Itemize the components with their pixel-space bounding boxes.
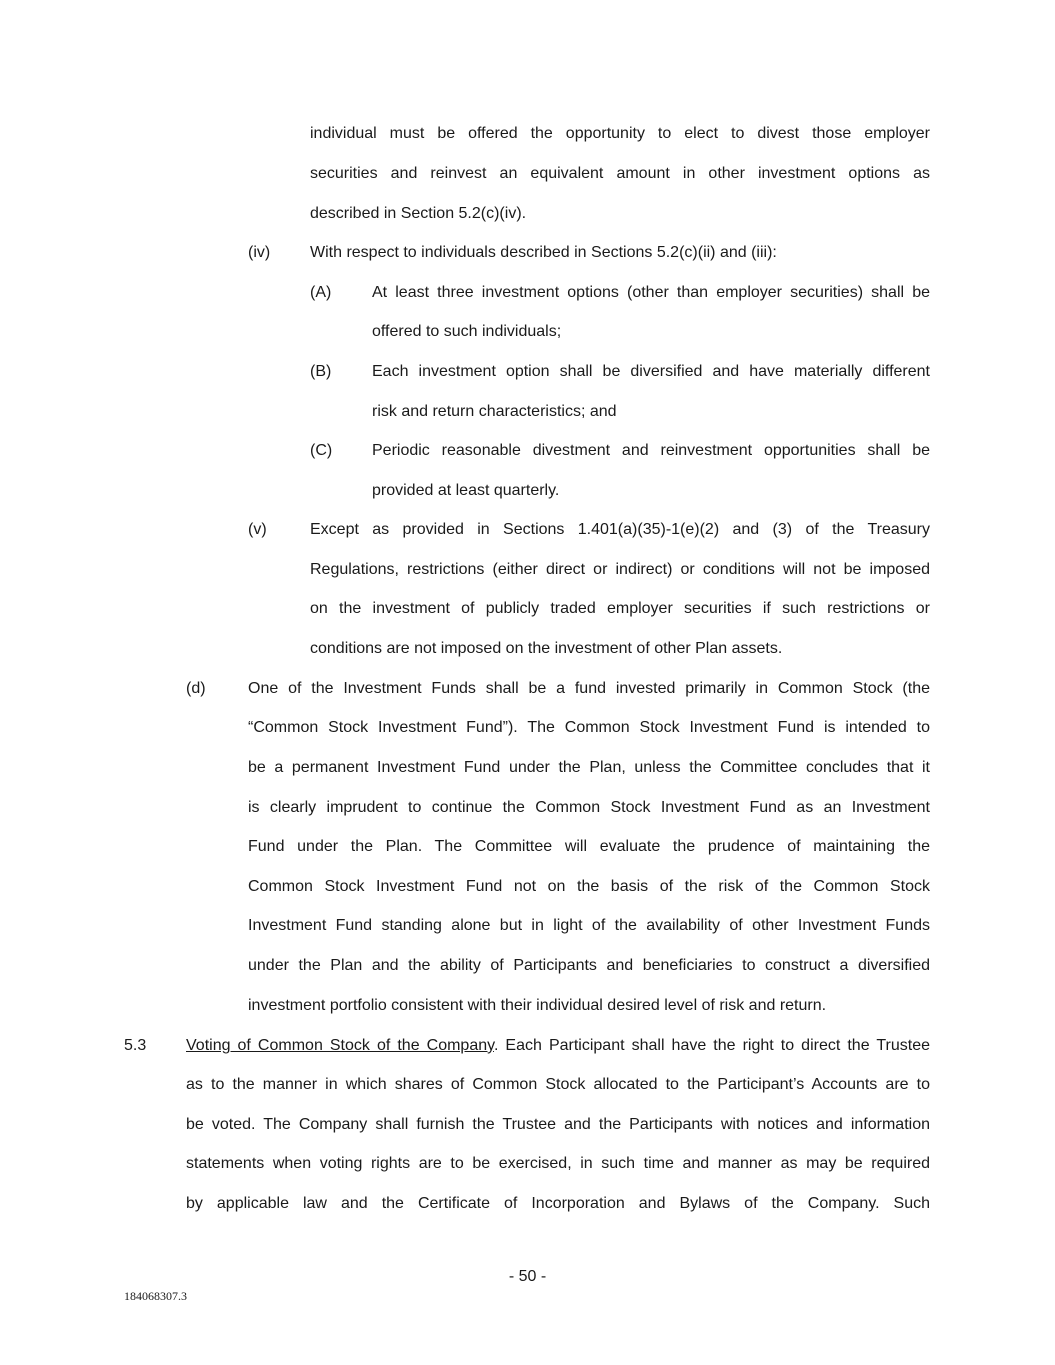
clause-v-line: Regulations, restrictions (either direct or indirect) or conditions will not be imposed bbox=[310, 561, 930, 578]
clause-v-line: Except as provided in Sections 1.401(a)(35)-1(e)(2) and (3) of the Treasury bbox=[310, 521, 930, 538]
clause-v-line: conditions are not imposed on the investment of other Plan assets. bbox=[310, 640, 783, 657]
paragraph-line: individual must be offered the opportunity to elect to divest those employer bbox=[310, 125, 930, 142]
clause-d-line: is clearly imprudent to continue the Common Stock Investment Fund as an Investment bbox=[248, 799, 930, 816]
clause-d-line: “Common Stock Investment Fund”). The Common Stock Investment Fund is intended to bbox=[248, 719, 930, 736]
subclause-b-line: risk and return characteristics; and bbox=[372, 403, 617, 420]
section-5-3-line: as to the manner in which shares of Common Stock allocated to the Participant’s Accounts are to bbox=[186, 1076, 930, 1093]
clause-d-line: Common Stock Investment Fund not on the basis of the risk of the Common Stock bbox=[248, 878, 930, 895]
clause-d-line: under the Plan and the ability of Participants and beneficiaries to construct a diversified bbox=[248, 957, 930, 974]
section-5-3-line: by applicable law and the Certificate of Incorporation and Bylaws of the Company. Such bbox=[186, 1195, 930, 1212]
subclause-a-line: At least three investment options (other than employer securities) shall be bbox=[372, 284, 930, 301]
section-5-3-line: statements when voting rights are to be exercised, in such time and manner as may be required bbox=[186, 1155, 930, 1172]
paragraph-line: securities and reinvest an equivalent amount in other investment options as bbox=[310, 165, 930, 182]
clause-iv-text: With respect to individuals described in Sections 5.2(c)(ii) and (iii): bbox=[310, 244, 777, 261]
subclause-c-line: provided at least quarterly. bbox=[372, 482, 560, 499]
clause-label-v: (v) bbox=[248, 521, 267, 538]
section-number: 5.3 bbox=[124, 1037, 147, 1054]
clause-label-iv: (iv) bbox=[248, 244, 271, 261]
section-5-3-text: . Each Participant shall have the right to direct the Trustee bbox=[493, 1037, 931, 1054]
document-id: 184068307.3 bbox=[124, 1289, 187, 1303]
subclause-b-line: Each investment option shall be diversified and have materially different bbox=[372, 363, 930, 380]
clause-label-d: (d) bbox=[186, 680, 206, 697]
clause-d-line: be a permanent Investment Fund under the Plan, unless the Committee concludes that it bbox=[248, 759, 930, 776]
subclause-a-line: offered to such individuals; bbox=[372, 323, 562, 340]
clause-d-line: Investment Fund standing alone but in light of the availability of other Investment Funds bbox=[248, 917, 930, 934]
clause-v-line: on the investment of publicly traded employer securities if such restrictions or bbox=[310, 600, 930, 617]
subclause-label-a: (A) bbox=[310, 284, 332, 301]
page-number: - 50 - bbox=[508, 1268, 547, 1285]
subclause-label-b: (B) bbox=[310, 363, 332, 380]
subclause-label-c: (C) bbox=[310, 442, 333, 459]
section-heading: Voting of Common Stock of the Company bbox=[186, 1037, 494, 1054]
subclause-c-line: Periodic reasonable divestment and reinvestment opportunities shall be bbox=[372, 442, 930, 459]
clause-d-line: One of the Investment Funds shall be a fund invested primarily in Common Stock (the bbox=[248, 680, 930, 697]
section-5-3-line bbox=[186, 1034, 930, 1058]
clause-d-line: investment portfolio consistent with their individual desired level of risk and return. bbox=[248, 997, 827, 1014]
paragraph-line: described in Section 5.2(c)(iv). bbox=[310, 205, 527, 222]
clause-d-line: Fund under the Plan. The Committee will evaluate the prudence of maintaining the bbox=[248, 838, 930, 855]
section-5-3-line: be voted. The Company shall furnish the Trustee and the Participants with notices and information bbox=[186, 1116, 930, 1133]
